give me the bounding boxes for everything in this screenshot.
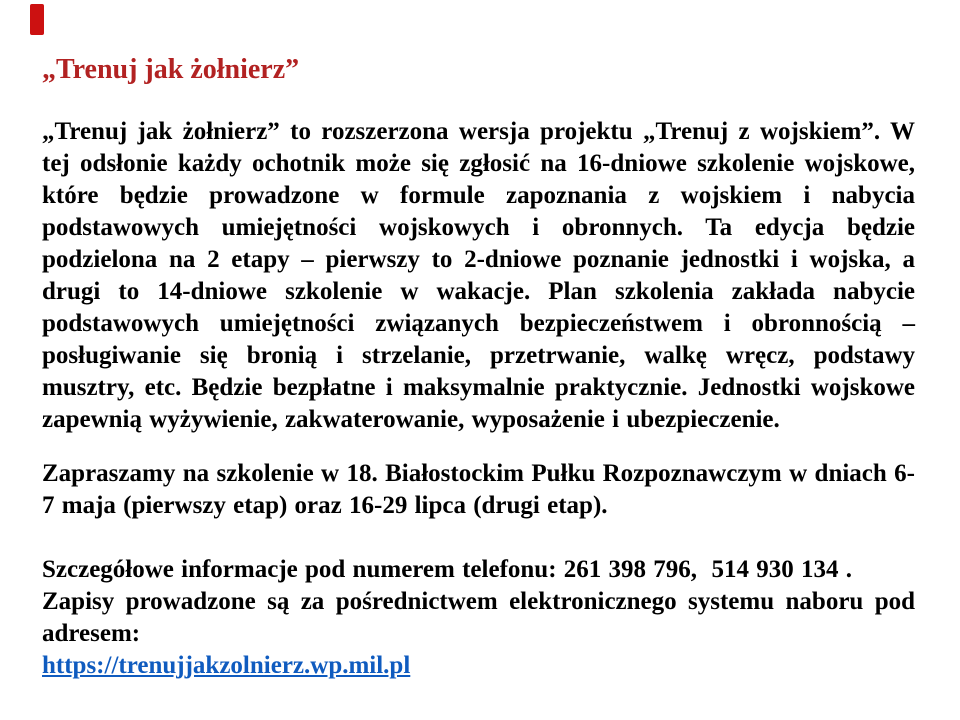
signup-paragraph: Zapisy prowadzone są za pośrednictwem elektronicznego systemu naboru pod adresem: xyxy=(42,588,915,647)
red-accent-bar xyxy=(30,4,44,35)
page-title: „Trenuj jak żołnierz” xyxy=(42,54,300,85)
link-line xyxy=(42,650,915,682)
intro-paragraph: „Trenuj jak żołnierz” to rozszerzona wersja projektu „Trenuj z wojskiem”. W tej odsłonie każdy ochotnik może się zgłosić na 16-dniowe szkolenie wojskowe, które będzie prowadzone w formule zapoznania z wojskiem i nabycia podstawowych umiejętności wojskowych i obronnych. Ta edycja będzie podzielona na 2 etapy – pierwszy to 2-dniowe poznanie jednostki i wojska, a drugi to 14-dniowe szkolenie w wakacje. Plan szkolenia zakłada nabycie podstawowych umiejętności związanych bezpieczeństwem i obronnością – posługiwanie się bronią i strzelanie, przetrwanie, walkę wręcz, podstawy musztry, etc. Będzie bezpłatne i maksymalnie praktycznie. Jednostki wojskowe zapewnią wyżywienie, zakwaterowanie, wyposażenie i ubezpieczenie. xyxy=(42,118,915,433)
enrollment-url-link[interactable]: https://trenujjakzolnierz.wp.mil.pl xyxy=(42,652,411,679)
contact-phone-line: Szczegółowe informacje pod numerem telefonu: 261 398 796, 514 930 134 . xyxy=(42,556,853,583)
invitation-paragraph: Zapraszamy na szkolenie w 18. Białostockim Pułku Rozpoznawczym w dniach 6-7 maja (pierwszy etap) oraz 16-29 lipca (drugi etap). xyxy=(42,460,915,519)
